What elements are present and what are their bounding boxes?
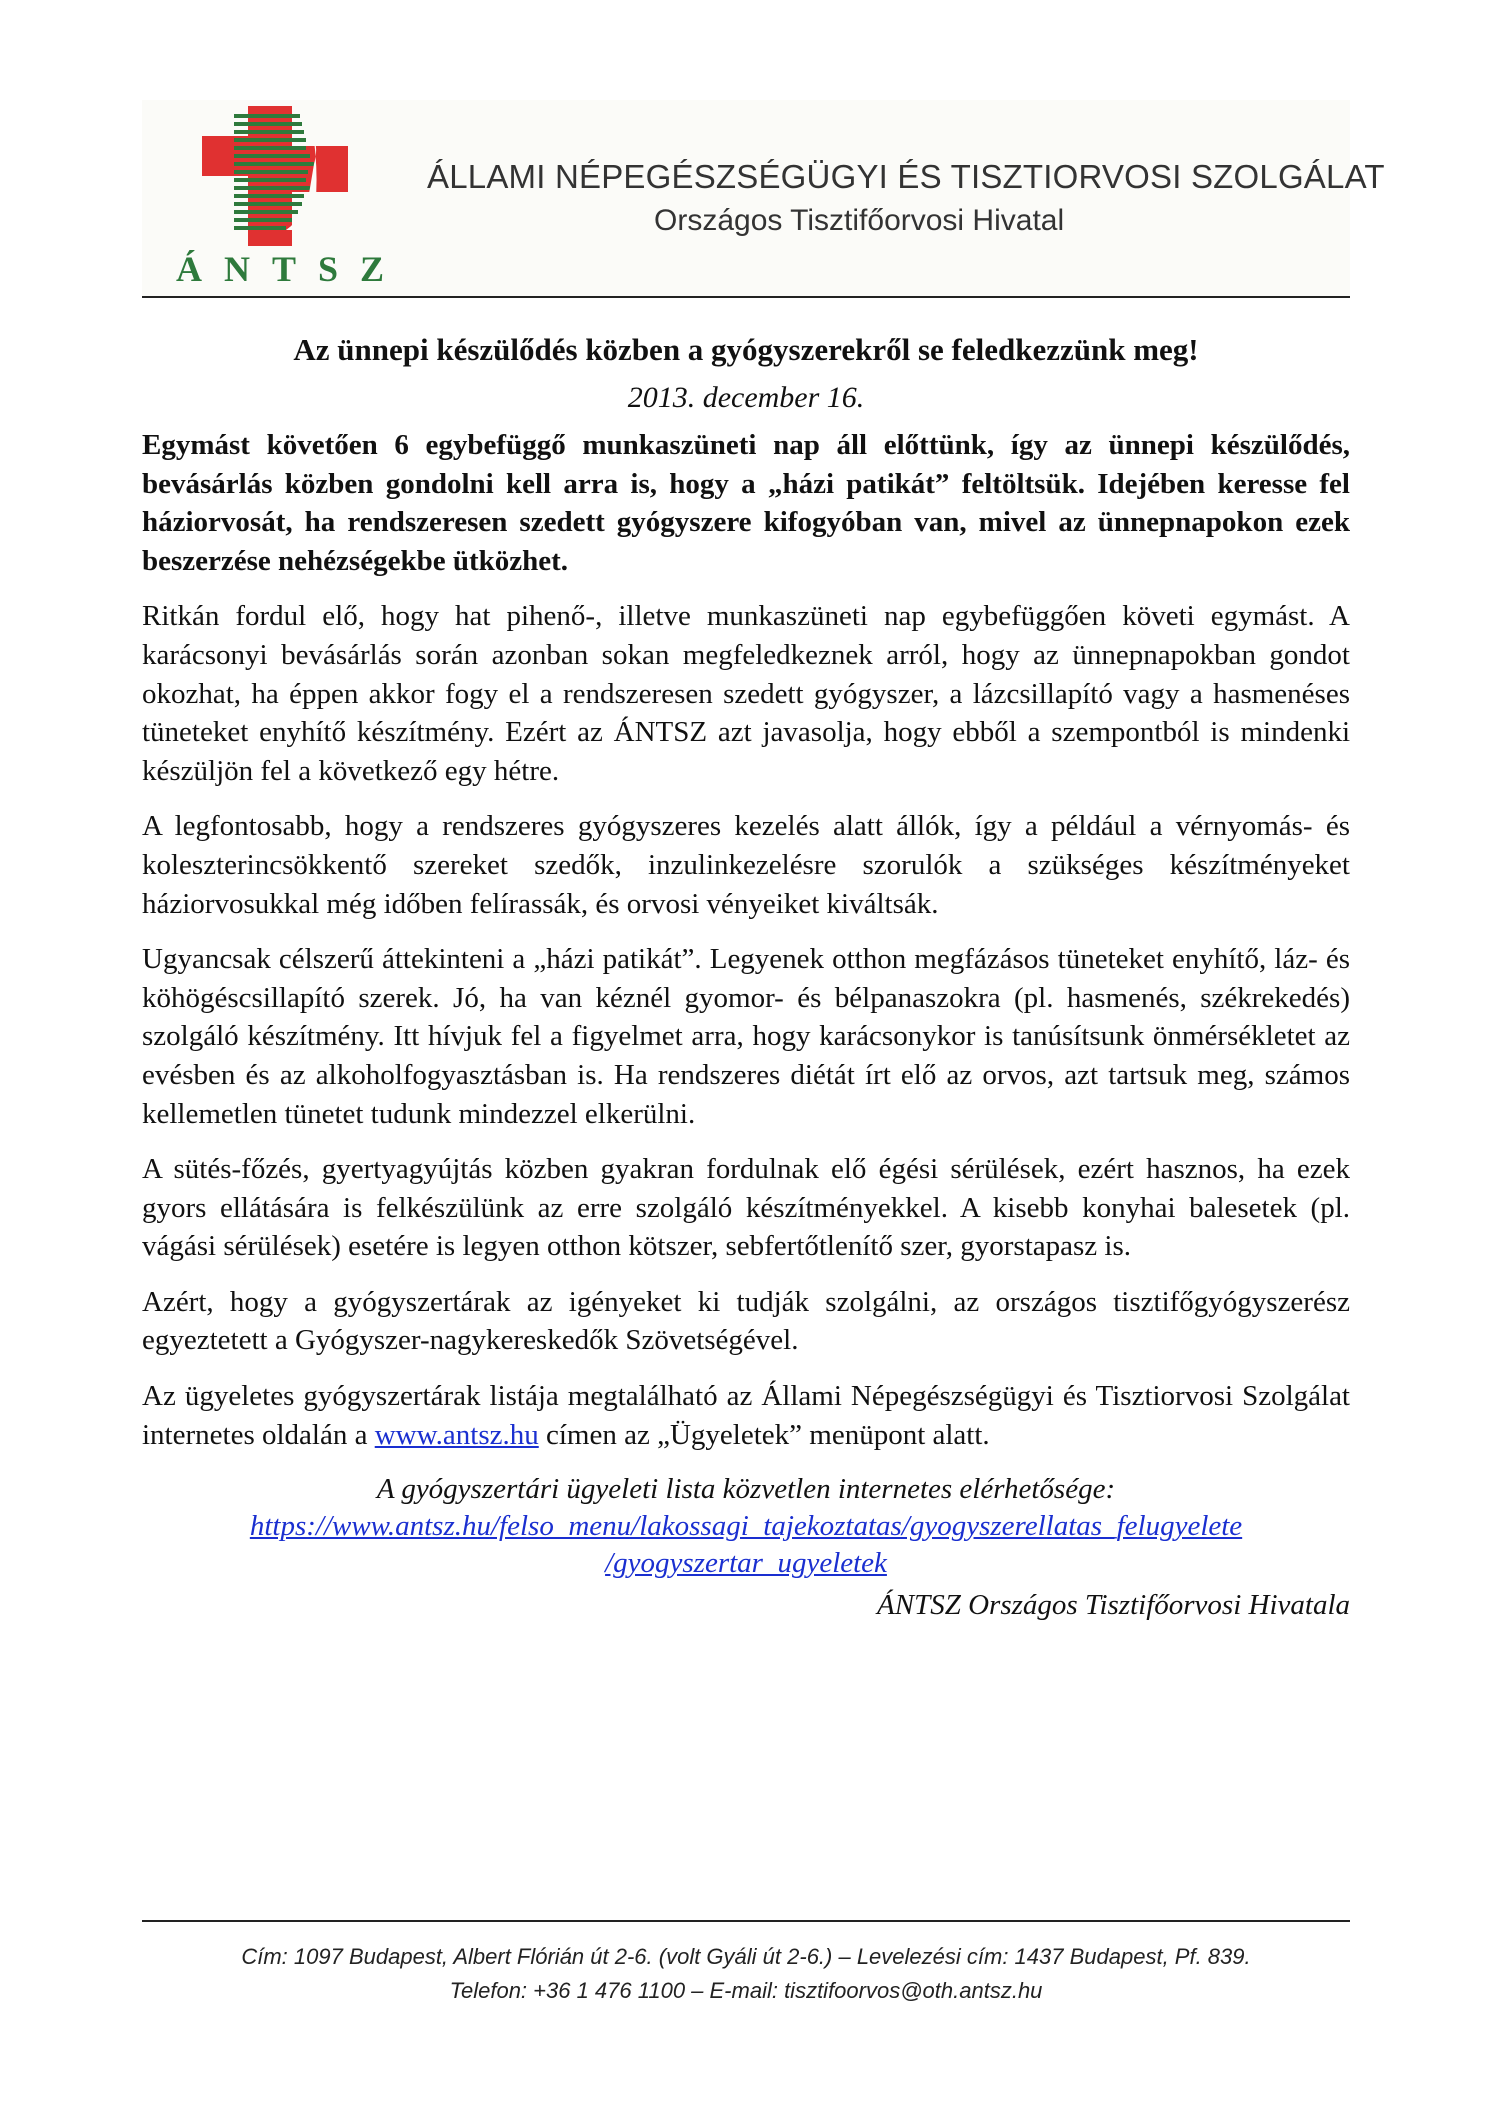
paragraph-6 [142, 1377, 1350, 1454]
footer-divider [142, 1920, 1350, 1922]
letterhead [142, 100, 1385, 298]
footer-phone-email: Telefon: +36 1 476 1100 – E-mail: tisztifoorvos@oth.antsz.hu [449, 1978, 1043, 2003]
paragraph-6-text-before: Az ügyeletes gyógyszertárak listája megtalálható az Állami Népegészségügyi és Tisztiorvosi Szolgálat internetes oldalán a [142, 1380, 1350, 1451]
lead-paragraph: Egymást követően 6 egybefüggő munkaszüneti nap áll előttünk, így az ünnepi készülődés, bevásárlás közben gondolni kell arra is, hogy a „házi patikát” feltöltsük. Idejében keresse fel háziorvosát, ha rendszeresen szedett gyógyszere kifogyóban van, mivel az ünnepnapokon ezek beszerzése nehézségekbe ütközhet. [142, 429, 1350, 577]
organization-subtitle: Országos Tisztifőorvosi Hivatal [654, 204, 1065, 237]
paragraph-6-text-after: címen az „Ügyeletek” menüpont alatt. [538, 1418, 990, 1451]
pharmacy-list-intro: A gyógyszertári ügyeleti lista közvetlen internetes elérhetősége: [376, 1473, 1116, 1506]
footer-address: Cím: 1097 Budapest, Albert Flórián út 2-6. (volt Gyáli út 2-6.) – Levelezési cím: 1437 Budapest, Pf. 839. [241, 1944, 1251, 1969]
paragraph-3: Ugyancsak célszerű áttekinteni a „házi patikát”. Legyenek otthon megfázásos tüneteket enyhítő, láz- és köhögéscsillapító szerek. Jó, ha van kéznél gyomor- és bélpanaszokra (pl. hasmenés, székrekedés) szolgáló készítmény. Itt hívjuk fel a figyelmet arra, hogy karácsonykor is tanúsítsunk önmérsékletet az evésben és az alkoholfogyasztásban is. Ha rendszeres diétát írt elő az orvos, azt tartsuk meg, számos kellemetlen tünetet tudunk mindezzel elkerülni. [142, 943, 1350, 1130]
signature: ÁNTSZ Országos Tisztifőorvosi Hivatala [877, 1589, 1350, 1622]
pharmacy-list-link-line-1[interactable]: https://www.antsz.hu/felso_menu/lakossagi_tajekoztatas/gyogyszerellatas_felugyelete [249, 1510, 1243, 1543]
antsz-website-link[interactable]: www.antsz.hu [374, 1418, 539, 1451]
article-title: Az ünnepi készülődés közben a gyógyszerekről se feledkezzünk meg! [293, 332, 1199, 367]
footer-contact [142, 1940, 1350, 2008]
paragraph-5: Azért, hogy a gyógyszertárak az igényeket ki tudják szolgálni, az országos tisztifőgyógyszerész egyeztetett a Gyógyszer-nagykereskedők Szövetségével. [142, 1285, 1350, 1357]
paragraph-2: A legfontosabb, hogy a rendszeres gyógyszeres kezelés alatt állók, így a például a vérnyomás- és koleszterincsökkentő szereket szedők, inzulinkezelésre szorulók a szükséges készítményeket háziorvosukkal még időben felírassák, és orvosi vényeiket kiváltsák. [142, 810, 1350, 920]
pharmacy-list-block [142, 1471, 1350, 1582]
logo-text: ÁNTSZ [176, 249, 407, 289]
pharmacy-list-link-line-2[interactable]: /gyogyszertar_ugyeletek [605, 1547, 887, 1580]
paragraph-4: A sütés-főzés, gyertyagyújtás közben gyakran fordulnak elő égési sérülések, ezért hasznos, ha ezek gyors ellátására is felkészülünk az erre szolgáló készítményekkel. A kisebb konyhai balesetek (pl. vágási sérülések) esetére is legyen otthon kötszer, sebfertőtlenítő szer, gyorstapasz is. [142, 1153, 1350, 1263]
article-date: 2013. december 16. [627, 381, 865, 414]
paragraph-1: Ritkán fordul elő, hogy hat pihenő-, illetve munkaszüneti nap egybefüggően követi egymást. A karácsonyi bevásárlás során azonban sokan megfeledkeznek arról, hogy az ünnepnapokban gondot okozhat, ha éppen akkor fogy el a rendszeresen szedett gyógyszer, a lázcsillapító vagy a hasmenéses tüneteket enyhítő készítmény. Ezért az ÁNTSZ azt javasolja, hogy ebből a szempontból is mindenki készüljön fel a következő egy hétre. [142, 600, 1350, 787]
article-body [142, 330, 1350, 1624]
organization-title: ÁLLAMI NÉPEGÉSZSÉGÜGYI ÉS TISZTIORVOSI SZOLGÁLAT [427, 158, 1385, 195]
